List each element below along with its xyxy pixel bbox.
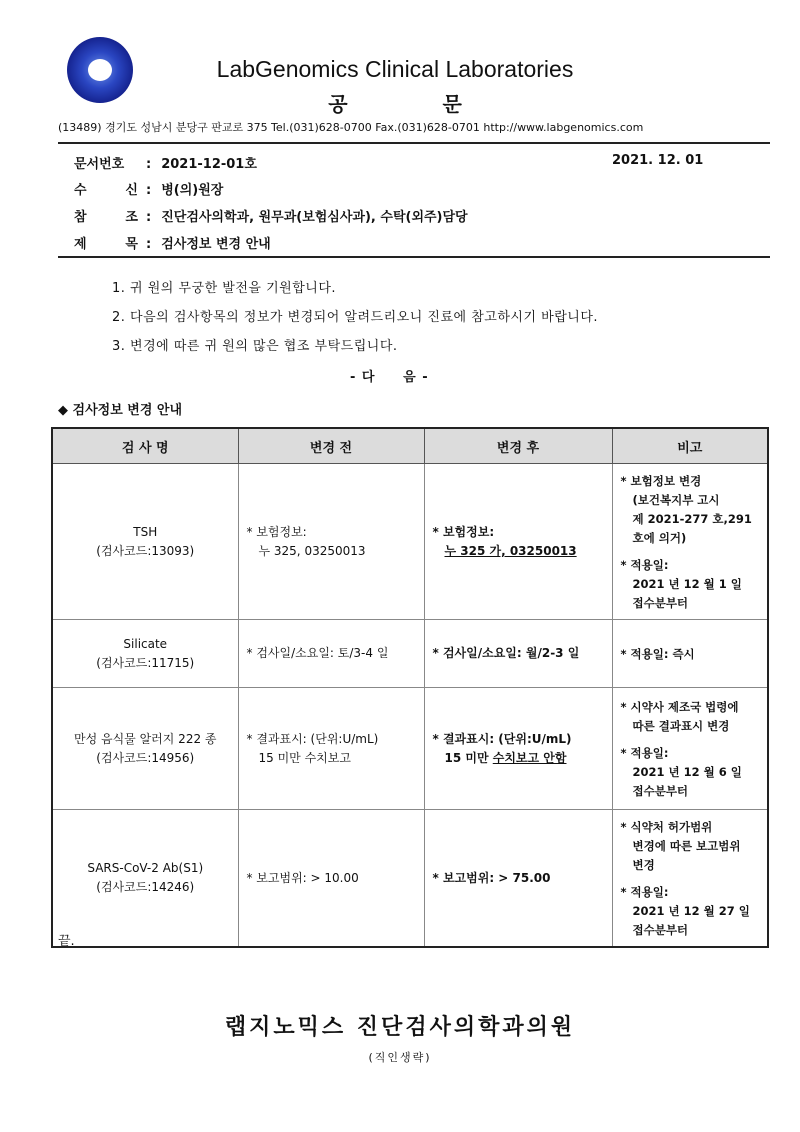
after-cell bbox=[424, 688, 612, 810]
note-line: 2021 년 12 월 1 일 bbox=[632, 577, 742, 591]
note-line: * 적용일: 즉시 bbox=[620, 647, 695, 661]
test-code: (검사코드:14246) bbox=[96, 880, 195, 894]
doc-number: 2021-12-01호 bbox=[161, 157, 257, 172]
col-header-before: 변경 전 bbox=[238, 428, 424, 464]
after-line: * 결과표시: (단위:U/mL) bbox=[432, 731, 572, 746]
test-name: TSH bbox=[133, 524, 158, 539]
after-value-underlined: 누 325 가, 03250013 bbox=[444, 543, 577, 558]
test-code: (검사코드:13093) bbox=[96, 543, 195, 558]
doc-number-row: 문서번호 : 2021-12-01호 bbox=[74, 153, 257, 172]
header-rule-bottom bbox=[58, 256, 770, 258]
test-name-cell bbox=[52, 620, 238, 688]
labgenomics-logo-icon bbox=[66, 36, 134, 104]
header-rule-top bbox=[58, 142, 770, 144]
after-line bbox=[433, 749, 604, 768]
recipient-row: 수 신 : 병(의)원장 bbox=[74, 179, 223, 198]
note-line: 2021 년 12 월 6 일 bbox=[632, 765, 742, 779]
note-block bbox=[621, 698, 760, 736]
note-line: 접수분부터 bbox=[632, 596, 689, 610]
test-name: Silicate bbox=[123, 636, 168, 651]
before-line: * 검사일/소요일: 토/3-4 일 bbox=[246, 646, 389, 660]
table-row bbox=[52, 620, 768, 688]
note-line: 2021 년 12 월 27 일 bbox=[632, 904, 750, 918]
footer-org-name: 랩지노믹스 진단검사의학과의원 bbox=[224, 1015, 576, 1040]
reference-row: 참 조 : 진단검사의학과, 원무과(보험심사과), 수탁(외주)담당 bbox=[74, 206, 468, 225]
before-line: * 보고범위: > 10.00 bbox=[246, 870, 359, 885]
note-line: 호에 의거) bbox=[632, 531, 687, 545]
after-line: * 보고범위: > 75.00 bbox=[432, 870, 551, 885]
subject-label: 제 목 bbox=[74, 237, 138, 252]
note-line: 변경 bbox=[632, 858, 655, 872]
note-block bbox=[621, 645, 760, 664]
col-header-test-name: 검 사 명 bbox=[52, 428, 238, 464]
end-mark: 끝. bbox=[58, 934, 75, 949]
test-name-cell bbox=[52, 464, 238, 620]
doc-number-label: 문서번호 bbox=[74, 157, 125, 172]
test-code: (검사코드:14956) bbox=[96, 750, 195, 765]
seal-omitted-note: (직인생략) bbox=[368, 1051, 432, 1064]
section-title: ◆ 검사정보 변경 안내 bbox=[58, 403, 183, 418]
body-line-3: 3. 변경에 따른 귀 원의 많은 협조 부탁드립니다. bbox=[112, 339, 398, 354]
note-line: * 시약사 제조국 법령에 bbox=[620, 700, 739, 714]
test-name-cell bbox=[52, 688, 238, 810]
note-cell bbox=[612, 464, 768, 620]
note-line: (보건복지부 고시 bbox=[632, 493, 720, 507]
note-block bbox=[621, 556, 760, 613]
document-type: 공 문 bbox=[328, 92, 506, 116]
org-name: LabGenomics Clinical Laboratories bbox=[216, 56, 574, 82]
after-line: * 검사일/소요일: 월/2-3 일 bbox=[432, 646, 580, 660]
note-line: * 적용일: bbox=[620, 885, 669, 899]
after-line: * 보험정보: bbox=[432, 524, 495, 539]
after-value-underlined: 수치보고 안함 bbox=[492, 750, 567, 765]
test-info-table bbox=[51, 427, 769, 948]
note-cell bbox=[612, 620, 768, 688]
note-line: 따른 결과표시 변경 bbox=[632, 719, 730, 733]
note-line: 제 2021-277 호,291 bbox=[632, 512, 752, 526]
before-cell bbox=[238, 620, 424, 688]
note-line: 변경에 따른 보고범위 bbox=[632, 839, 741, 853]
test-name-cell bbox=[52, 810, 238, 948]
before-cell bbox=[238, 688, 424, 810]
before-cell bbox=[238, 810, 424, 948]
doc-date: 2021. 12. 01 bbox=[612, 153, 704, 168]
col-header-note: 비고 bbox=[612, 428, 768, 464]
before-line: * 보험정보: bbox=[246, 524, 307, 539]
note-line: * 적용일: bbox=[620, 558, 669, 572]
before-cell bbox=[238, 464, 424, 620]
body-line-1: 1. 귀 원의 무궁한 발전을 기원합니다. bbox=[112, 281, 337, 296]
recipient: 병(의)원장 bbox=[161, 183, 224, 198]
note-cell bbox=[612, 688, 768, 810]
test-name: SARS-CoV-2 Ab(S1) bbox=[87, 861, 204, 875]
note-line: 접수분부터 bbox=[632, 923, 689, 937]
subject-row: 제 목 : 검사정보 변경 안내 bbox=[74, 233, 271, 252]
after-cell bbox=[424, 464, 612, 620]
after-value: 15 미만 bbox=[444, 750, 493, 765]
note-line: 접수분부터 bbox=[632, 784, 689, 798]
before-line: 누 325, 03250013 bbox=[258, 543, 366, 558]
subject: 검사정보 변경 안내 bbox=[161, 237, 271, 252]
after-cell bbox=[424, 810, 612, 948]
before-line: 15 미만 수치보고 bbox=[258, 750, 351, 765]
before-line: * 결과표시: (단위:U/mL) bbox=[246, 731, 379, 746]
note-block bbox=[621, 472, 760, 548]
note-line: * 식약처 허가범위 bbox=[620, 820, 713, 834]
note-cell bbox=[612, 810, 768, 948]
test-code: (검사코드:11715) bbox=[96, 655, 195, 670]
note-block bbox=[621, 883, 760, 940]
body-line-2: 2. 다음의 검사항목의 정보가 변경되어 알려드리오니 진료에 참고하시기 바랍니다. bbox=[112, 310, 599, 325]
after-line bbox=[433, 542, 604, 561]
note-block bbox=[621, 744, 760, 801]
table-row bbox=[52, 464, 768, 620]
test-name: 만성 음식물 알러지 222 종 bbox=[74, 731, 217, 746]
after-cell bbox=[424, 620, 612, 688]
dagum-heading: - 다 음 - bbox=[350, 370, 429, 385]
note-block bbox=[621, 818, 760, 875]
table-header-row bbox=[52, 428, 768, 464]
reference-label: 참 조 bbox=[74, 210, 138, 225]
table-row bbox=[52, 688, 768, 810]
table-row bbox=[52, 810, 768, 948]
reference: 진단검사의학과, 원무과(보험심사과), 수탁(외주)담당 bbox=[161, 210, 468, 225]
recipient-label: 수 신 bbox=[74, 183, 138, 198]
col-header-after: 변경 후 bbox=[424, 428, 612, 464]
note-line: * 적용일: bbox=[620, 746, 669, 760]
org-address: (13489) 경기도 성남시 분당구 판교로 375 Tel.(031)628-0700 Fax.(031)628-0701 http://www.labgenomics.com bbox=[58, 121, 644, 134]
note-line: * 보험정보 변경 bbox=[620, 474, 702, 488]
